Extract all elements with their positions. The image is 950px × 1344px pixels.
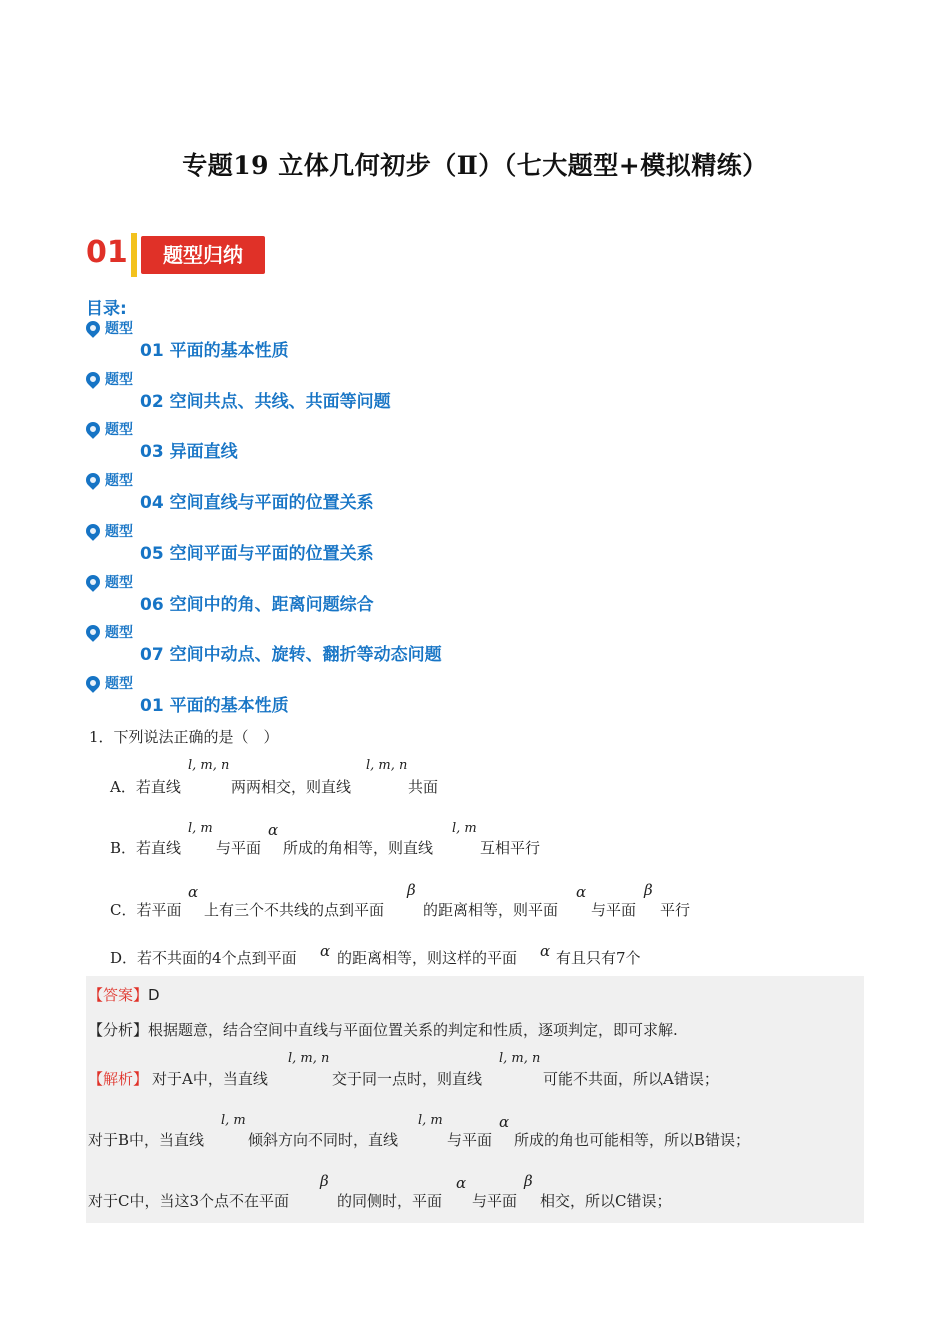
toc-item-label[interactable]: 02 空间共点、共线、共面等问题	[140, 392, 391, 412]
option-d	[110, 940, 810, 980]
solution-text: 对于B中，当直线	[88, 1131, 205, 1149]
toc-item[interactable]	[84, 369, 584, 413]
math-expression: l, m	[221, 1113, 246, 1128]
section-number: 01	[86, 235, 128, 270]
toc-tag: 题型	[105, 625, 133, 641]
math-expression: β	[524, 1172, 533, 1190]
math-expression: α	[188, 883, 199, 901]
answer-tag: 【答案】	[88, 986, 149, 1004]
location-pin-icon	[83, 470, 103, 490]
location-pin-icon	[83, 419, 103, 439]
solution-text: 所成的角也可能相等，所以B错误；	[514, 1131, 751, 1149]
option-text: 与平面	[216, 839, 262, 857]
option-a	[110, 758, 810, 798]
section-divider	[131, 233, 137, 277]
option-text: C．若平面	[110, 901, 182, 919]
solution-line-1	[88, 1052, 848, 1092]
math-expression: α	[540, 942, 551, 960]
math-expression: l, m, n	[188, 758, 230, 773]
toc-item-label[interactable]: 04 空间直线与平面的位置关系	[140, 493, 374, 513]
solution-tag: 【解析】	[88, 1070, 149, 1088]
solution-text: 可能不共面，所以A错误；	[543, 1070, 719, 1088]
analysis-text: 根据题意，结合空间中直线与平面位置关系的判定和性质，逐项判定，即可求解.	[148, 1021, 678, 1039]
math-expression: l, m, n	[288, 1051, 330, 1066]
toc-item-label[interactable]: 06 空间中的角、距离问题综合	[140, 595, 374, 615]
option-text: 两两相交，则直线	[231, 778, 352, 796]
answer-panel	[86, 976, 864, 1223]
location-pin-icon	[83, 622, 103, 642]
option-b	[110, 819, 810, 859]
toc-item	[84, 673, 584, 717]
answer-line	[88, 984, 160, 1005]
option-text: 所成的角相等，则直线	[283, 839, 434, 857]
toc-item[interactable]	[84, 521, 584, 565]
math-expression: l, m	[188, 821, 213, 836]
solution-line-2	[88, 1113, 848, 1153]
toc-item-label[interactable]: 05 空间平面与平面的位置关系	[140, 544, 374, 564]
option-text: 上有三个不共线的点到平面	[204, 901, 385, 919]
toc-item-label[interactable]: 03 异面直线	[140, 442, 238, 462]
toc-tag: 题型	[105, 575, 133, 591]
toc-item[interactable]	[84, 419, 584, 463]
location-pin-icon	[83, 673, 103, 693]
analysis-line	[88, 1019, 678, 1040]
solution-text: 与平面	[447, 1131, 493, 1149]
math-expression: α	[576, 883, 587, 901]
toc-item-label[interactable]: 07 空间中动点、旋转、翻折等动态问题	[140, 645, 442, 665]
math-expression: l, m	[452, 821, 477, 836]
toc-item-label[interactable]: 01 平面的基本性质	[140, 341, 289, 361]
document-title: 专题19 立体几何初步（Ⅱ）（七大题型+模拟精练）	[182, 151, 768, 180]
location-pin-icon	[83, 572, 103, 592]
section-label: 题型归纳	[141, 236, 265, 274]
solution-line-3	[88, 1174, 848, 1214]
section-header	[86, 231, 286, 277]
solution-text: 倾斜方向不同时，直线	[248, 1131, 399, 1149]
toc-tag: 题型	[105, 473, 133, 489]
toc-item[interactable]	[84, 470, 584, 514]
solution-text: 对于A中，当直线	[152, 1070, 268, 1088]
solution-text: 对于C中，当这3个点不在平面	[88, 1192, 290, 1210]
toc-item[interactable]	[84, 318, 584, 362]
math-expression: β	[320, 1172, 329, 1190]
toc-tag: 题型	[105, 422, 133, 438]
question-type-heading: 01 平面的基本性质	[140, 696, 289, 716]
solution-text: 与平面	[472, 1192, 518, 1210]
option-text: 与平面	[591, 901, 637, 919]
option-text: A．若直线	[110, 778, 181, 796]
option-text: 共面	[408, 778, 439, 796]
location-pin-icon	[83, 318, 103, 338]
option-text: D．若不共面的4个点到平面	[110, 949, 297, 967]
toc-tag: 题型	[105, 372, 133, 388]
option-c	[110, 881, 810, 921]
math-expression: β	[644, 881, 653, 899]
math-expression: α	[320, 942, 331, 960]
analysis-tag: 【分析】	[88, 1021, 149, 1039]
location-pin-icon	[83, 521, 103, 541]
location-pin-icon	[83, 369, 103, 389]
question-stem: 1．下列说法正确的是（ ）	[89, 728, 279, 746]
answer-value: D	[148, 986, 160, 1004]
math-expression: α	[456, 1174, 467, 1192]
solution-text: 相交，所以C错误；	[540, 1192, 672, 1210]
option-text: 的距离相等，则平面	[423, 901, 559, 919]
solution-text: 交于同一点时，则直线	[332, 1070, 483, 1088]
toc-item[interactable]	[84, 622, 584, 666]
math-expression: l, m, n	[499, 1051, 541, 1066]
option-text: 互相平行	[480, 839, 541, 857]
math-expression: α	[268, 821, 279, 839]
toc-heading: 目录:	[86, 299, 127, 319]
option-text: 平行	[660, 901, 691, 919]
math-expression: β	[407, 881, 416, 899]
math-expression: l, m	[418, 1113, 443, 1128]
option-text: B．若直线	[110, 839, 182, 857]
toc-tag: 题型	[105, 524, 133, 540]
option-text: 有且只有7个	[556, 949, 641, 967]
solution-text: 的同侧时，平面	[337, 1192, 443, 1210]
toc-item[interactable]	[84, 572, 584, 616]
toc-tag: 题型	[105, 321, 133, 337]
math-expression: α	[499, 1113, 510, 1131]
math-expression: l, m, n	[366, 758, 408, 773]
toc-tag: 题型	[105, 676, 133, 692]
option-text: 的距离相等，则这样的平面	[337, 949, 518, 967]
